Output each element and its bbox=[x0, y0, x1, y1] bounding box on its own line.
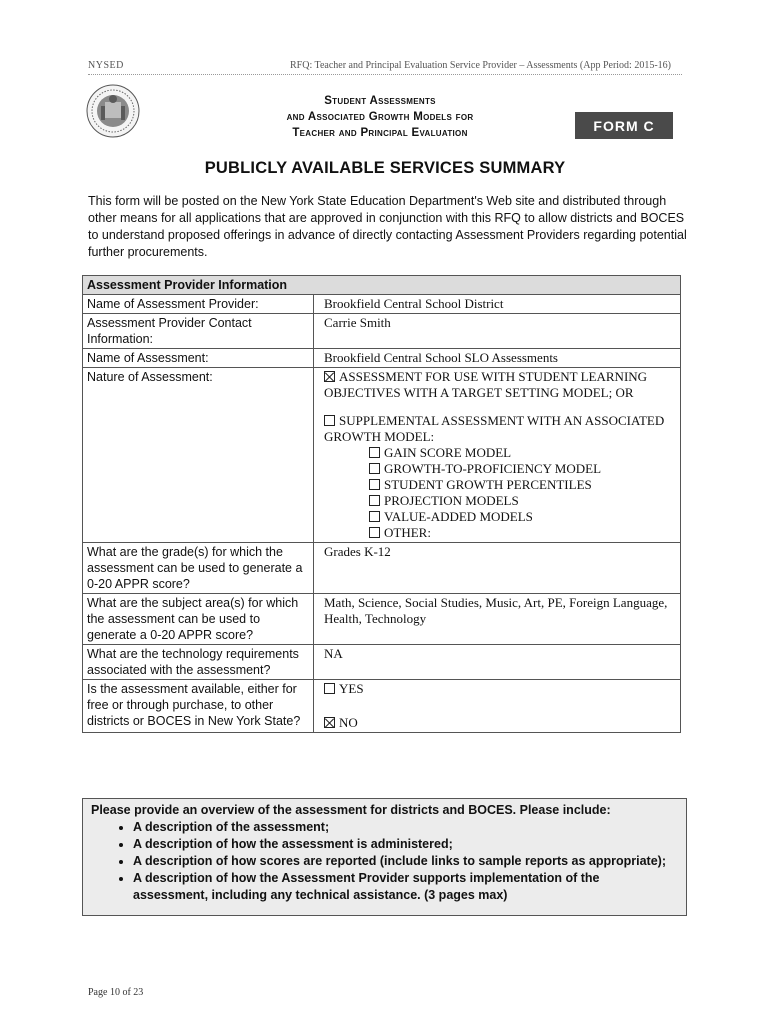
page-title: PUBLICLY AVAILABLE SERVICES SUMMARY bbox=[204, 159, 566, 177]
provider-info-table bbox=[82, 275, 681, 733]
growth-model-label: GROWTH-TO-PROFICIENCY MODEL bbox=[384, 461, 602, 476]
growth-model-item[interactable] bbox=[324, 509, 676, 525]
availability-no-label: NO bbox=[339, 715, 358, 730]
contact-label: Assessment Provider Contact Information: bbox=[83, 314, 314, 349]
table-header-row bbox=[83, 276, 681, 295]
header-divider bbox=[88, 74, 682, 75]
growth-model-item[interactable] bbox=[324, 477, 676, 493]
nature-options bbox=[314, 368, 681, 543]
table-row bbox=[83, 680, 681, 733]
checkbox-icon[interactable] bbox=[324, 683, 335, 694]
table-row bbox=[83, 368, 681, 543]
availability-options bbox=[314, 680, 681, 733]
list-item: • A description of how the Assessment Provider supports implementation of the assessment, including any technical assistance. (3 pages max) bbox=[133, 870, 678, 904]
growth-model-label: STUDENT GROWTH PERCENTILES bbox=[384, 477, 592, 492]
form-title-block bbox=[240, 93, 520, 141]
growth-model-item[interactable] bbox=[324, 493, 676, 509]
title-line-2: and Associated Growth Models for bbox=[286, 111, 474, 123]
title-line-1: Student Assessments bbox=[324, 95, 436, 107]
table-row bbox=[83, 645, 681, 680]
subjects-value: Math, Science, Social Studies, Music, Art, PE, Foreign Language, Health, Technology bbox=[314, 594, 681, 645]
growth-model-item[interactable] bbox=[324, 461, 676, 477]
availability-yes-option[interactable] bbox=[324, 681, 676, 697]
technology-label: What are the technology requirements associated with the assessment? bbox=[83, 645, 314, 680]
checkbox-icon[interactable] bbox=[324, 415, 335, 426]
growth-model-label: PROJECTION MODELS bbox=[384, 493, 519, 508]
checkbox-icon[interactable] bbox=[369, 495, 380, 506]
nature-option-growth-label: SUPPLEMENTAL ASSESSMENT WITH AN ASSOCIATED GROWTH MODEL: bbox=[324, 413, 665, 444]
checked-checkbox-icon[interactable] bbox=[324, 717, 335, 728]
header-agency: NYSED bbox=[88, 60, 124, 71]
availability-no-option[interactable] bbox=[324, 715, 676, 731]
growth-model-label: VALUE-ADDED MODELS bbox=[384, 509, 533, 524]
nature-option-slo[interactable] bbox=[324, 369, 676, 401]
assessment-name-label: Name of Assessment: bbox=[83, 349, 314, 368]
growth-model-label: GAIN SCORE MODEL bbox=[384, 445, 512, 460]
checkbox-icon[interactable] bbox=[369, 479, 380, 490]
checkbox-icon[interactable] bbox=[369, 463, 380, 474]
list-item: • A description of the assessment; bbox=[133, 819, 678, 836]
subjects-label: What are the subject area(s) for which the assessment can be used to generate a 0-20 APPR score? bbox=[83, 594, 314, 645]
nature-label: Nature of Assessment: bbox=[83, 368, 314, 543]
table-row bbox=[83, 314, 681, 349]
provider-name-value: Brookfield Central School District bbox=[314, 295, 681, 314]
table-row bbox=[83, 543, 681, 594]
overview-lead: Please provide an overview of the assessment for districts and BOCES. Please include: bbox=[91, 803, 611, 817]
overview-list bbox=[91, 819, 678, 904]
provider-name-label: Name of Assessment Provider: bbox=[83, 295, 314, 314]
growth-model-item[interactable] bbox=[324, 525, 676, 541]
page-number: Page 10 of 23 bbox=[88, 987, 144, 998]
nature-option-growth[interactable] bbox=[324, 413, 676, 445]
form-c-badge: FORM C bbox=[575, 112, 673, 139]
overview-instructions-box bbox=[82, 798, 687, 916]
checkbox-icon[interactable] bbox=[369, 447, 380, 458]
header-rfq-title: RFQ: Teacher and Principal Evaluation Service Provider – Assessments (App Period: 2015-16) bbox=[290, 60, 671, 71]
availability-yes-label: YES bbox=[339, 681, 364, 696]
grades-label: What are the grade(s) for which the assessment can be used to generate a 0-20 APPR score? bbox=[83, 543, 314, 594]
assessment-name-value: Brookfield Central School SLO Assessments bbox=[314, 349, 681, 368]
table-row bbox=[83, 349, 681, 368]
technology-value: NA bbox=[314, 645, 681, 680]
table-row bbox=[83, 295, 681, 314]
intro-paragraph: This form will be posted on the New York State Education Department's Web site and distributed through other means for all applications that are approved in conjunction with this RFQ to allow districts and BOCES to understand proposed offerings in advance of directly contacting Assessment Providers regarding potential further procurements. bbox=[88, 194, 687, 259]
contact-value: Carrie Smith bbox=[314, 314, 681, 349]
availability-label: Is the assessment available, either for free or through purchase, to other districts or BOCES in New York State? bbox=[83, 680, 314, 733]
table-heading: Assessment Provider Information bbox=[83, 276, 681, 295]
growth-model-label: OTHER: bbox=[384, 525, 431, 540]
state-seal-logo bbox=[86, 84, 140, 138]
checkbox-icon[interactable] bbox=[369, 527, 380, 538]
nature-option-slo-label: ASSESSMENT FOR USE WITH STUDENT LEARNING OBJECTIVES WITH A TARGET SETTING MODEL; OR bbox=[324, 369, 648, 400]
grades-value: Grades K-12 bbox=[314, 543, 681, 594]
checkbox-icon[interactable] bbox=[369, 511, 380, 522]
title-line-3: Teacher and Principal Evaluation bbox=[292, 127, 468, 139]
list-item: • A description of how scores are reported (include links to sample reports as appropriate); bbox=[133, 853, 678, 870]
list-item: • A description of how the assessment is administered; bbox=[133, 836, 678, 853]
growth-model-item[interactable] bbox=[324, 445, 676, 461]
table-row bbox=[83, 594, 681, 645]
checked-checkbox-icon[interactable] bbox=[324, 371, 335, 382]
